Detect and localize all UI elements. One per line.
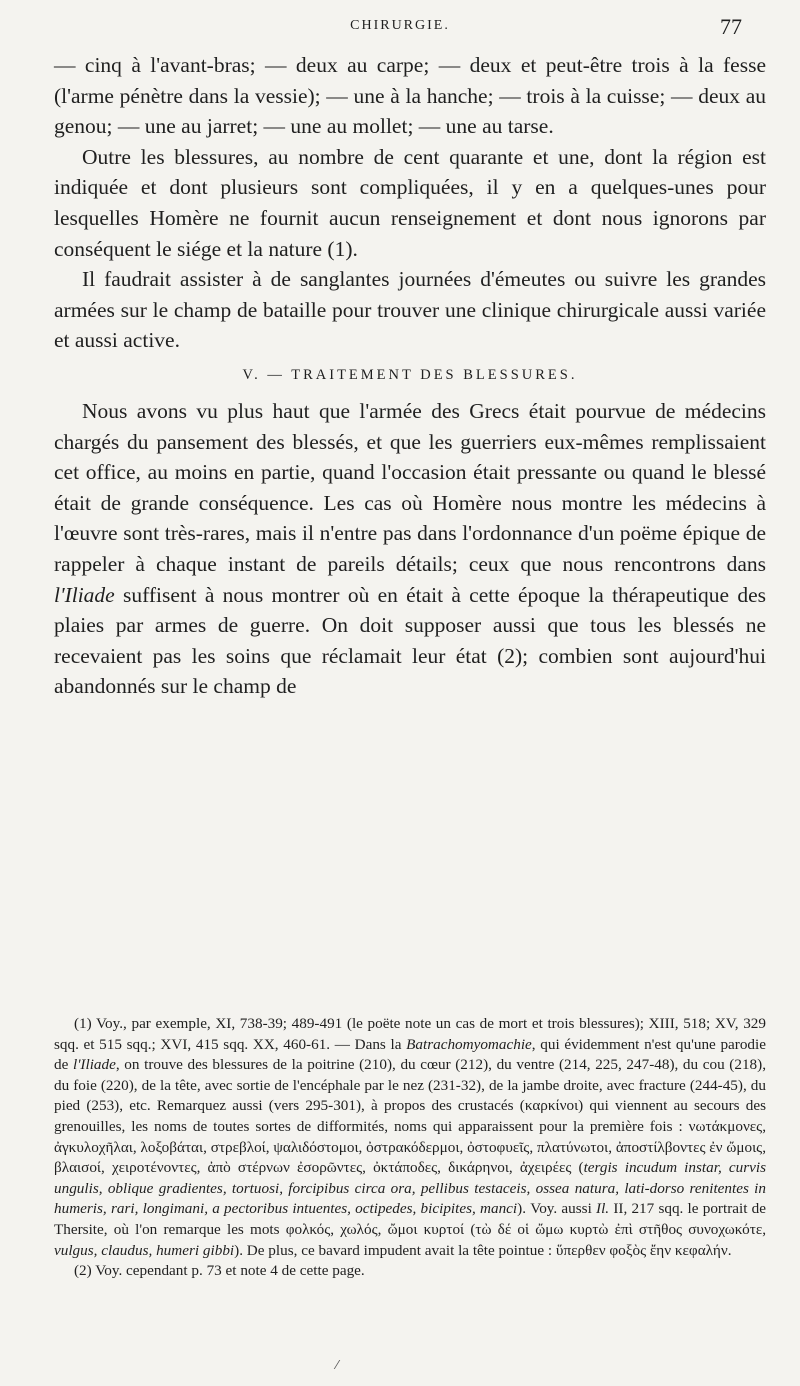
- footnote-1-latin-thersite: vulgus, claudus, humeri gibbi: [54, 1241, 235, 1259]
- main-text: [54, 50, 766, 702]
- footnotes: [54, 1014, 766, 1282]
- page-number: 77: [720, 14, 742, 39]
- footnote-2: (2) Voy. cependant p. 73 et note 4 de cette page.: [74, 1262, 365, 1280]
- printer-mark: ⁄: [336, 1358, 339, 1372]
- paragraph-treatment-text-a: Nous avons vu plus haut que l'armée des Grecs était pourvue de médecins chargés du pansement des blessés, et que les guerriers eux-mêmes remplissaient cet office, au moins en partie, quand l'occasion était pressante ou quand le blessé était de grande conséquence. Les cas où Homère nous montre les médecins à l'œuvre sont très-rares, mais il n'entre pas dans l'ordonnance d'un poëme épique de rappeler à chaque instant de pareils détails; ceux que nous rencontrons dans: [54, 398, 766, 576]
- footnote-1-text-a: (1) Voy., par exemple, XI, 738-39; 489-491 (le poëte note un cas de mort et trois blessures); XIII, 518; XV, 329 sqq. et 515 sqq.; XVI, 415 sqq. XX, 460-61. — Dans la: [54, 1015, 766, 1053]
- footnote-1-text-k: ). De plus, ce bavard impudent avait la tête pointue : ὕπερθεν φοξὸς ἔην κεφαλήν.: [234, 1241, 732, 1259]
- paragraph-wounds-count: Outre les blessures, au nombre de cent quarante et une, dont la région est indiquée et dont plusieurs sont compliquées, il y en a quelques-unes pour lesquelles Homère ne fournit aucun renseignement et dont nous ignorons par conséquent le siége et la nature (1).: [54, 144, 766, 261]
- footnote-1-text-i: II, 217 sqq. le portrait de Thersite, où l'on remarque les mots φολκός, χωλός, ὤμοι κυρτοί (τὼ δέ οἱ ὤμω κυρτὼ ἐπὶ στῆθος συνοχωκότε,: [54, 1200, 766, 1238]
- paragraph-clinic: Il faudrait assister à de sanglantes journées d'émeutes ou suivre les grandes armées sur le champ de bataille pour trouver une clinique chirurgicale aussi variée et aussi active.: [54, 267, 766, 353]
- paragraph-continued: — cinq à l'avant-bras; — deux au carpe; — deux et peut-être trois à la fesse (l'arme pénètre dans la vessie); — une à la hanche; — trois à la cuisse; — deux au genou; — une au jarret; — une au mollet; — une au tarse.: [54, 53, 766, 139]
- page-header: [0, 14, 800, 44]
- footnote-1-latin-gloss: tergis incudum instar, curvis ungulis, oblique gradientes, tortuosi, forcipibus circa ora, pellibus testaceis, ossea natura, lati-dorso renitentes in humeris, rari, longimani, a pectoribus intuentes, octipedes, bicipites, manci: [54, 1159, 766, 1218]
- footnote-1-text-c: , qui évidemment n'est qu'une parodie de: [54, 1035, 766, 1074]
- paragraph-treatment-text-b: suffisent à nous montrer où en était à cette époque la thérapeutique des plaies par armes de guerre. On doit supposer aussi que tous les blessés ne recevaient pas les soins que réclamait leur état (2); combien sont aujourd'hui abandonnés sur le champ de: [54, 582, 766, 699]
- section-title: V. — TRAITEMENT DES BLESSURES.: [242, 366, 578, 383]
- footnote-1-batrachomyomachie: Batrachomyomachie: [406, 1035, 532, 1053]
- running-head: CHIRURGIE.: [350, 18, 450, 33]
- footnote-1-il-abbrev: Il.: [596, 1200, 610, 1218]
- paragraph-treatment: [54, 396, 766, 702]
- footnote-1-text-e: , on trouve des blessures de la poitrine (210), du cœur (212), du ventre (214, 225, 247-48), du cou (218), du foie (220), de la tête, avec sortie de l'encéphale par le nez (231-32), de la jambe droite, avec fracture (244-45), du pied (253), etc. Remarquez aussi (vers 295-301), à propos des crustacés (καρκίνοι) qui viennent au secours des grenouilles, les noms de toutes sortes de difformités, noms qui apparaissent pour la première fois : νωτάκμονες, ἀγκυλοχῆλαι, λοξοβάται, στρεβλοί, ψαλιδόστομοι, ὀστρακόδερμοι, ὀστοφυεῖς, πλατύνωτοι, ἀποστίλβοντες ἐν ὤμοις, βλαισοί, χειροτένοντες, ἀπὸ στέρνων ἐσορῶντες, ὀκτάποδες, δικάρηνοι, ἀχειρέες (: [54, 1056, 766, 1177]
- footnote-1-text-g: ). Voy. aussi: [517, 1200, 597, 1218]
- footnote-1-iliade: l'Iliade: [72, 1056, 116, 1074]
- footnote-1: [54, 1014, 766, 1261]
- iliade-title: l'Iliade: [54, 582, 115, 607]
